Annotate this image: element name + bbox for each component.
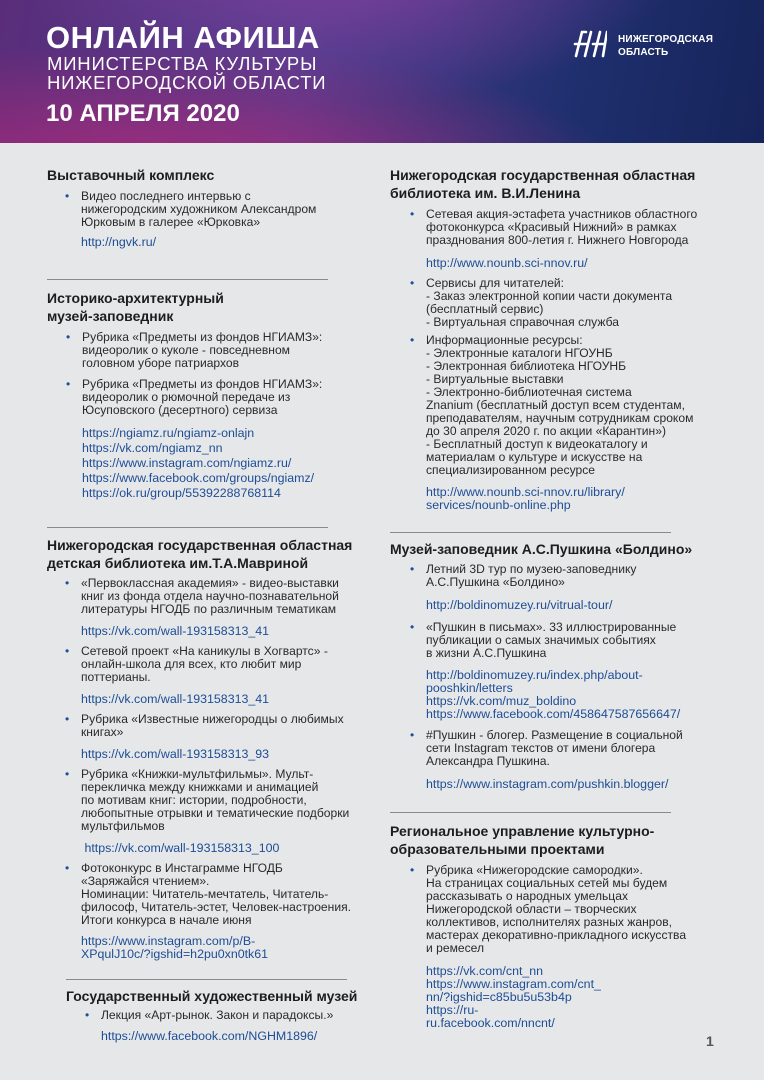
list-item: • Летний 3D тур по музею-заповеднику А.С.Пушкина «Болдино» bbox=[410, 562, 637, 589]
link-group bbox=[409, 669, 740, 721]
page-number: 1 bbox=[706, 1033, 714, 1049]
section-title: Нижегородская государственная областная детская библиотека им.Т.А.Мавриной bbox=[47, 537, 353, 571]
list-item: • Рубрика «Предметы из фондов НГИАМЗ»: видеоролик о куколе - повседневном головном уборе патриархов bbox=[66, 330, 323, 370]
list-item: • Рубрика «Известные нижегородцы о любимых книгах» bbox=[65, 712, 344, 739]
list-item: • Сервисы для читателей: - Заказ электронной копии части документа (бесплатный сервис) - Виртуальная справочная служба bbox=[410, 276, 673, 329]
list-item: • Фотоконкурс в Инстаграмме НГОДБ «Заряжайся чтением». Номинации: Читатель-мечтатель, Читатель- философ, Читатель-эстет, Человек-настроения. Итоги конкурса в начале июня bbox=[65, 861, 352, 927]
list-item: • Видео последнего интервью с нижегородским художником Александром Юрковым в галерее «Юрковка» bbox=[65, 189, 317, 229]
link-boldino-facebook[interactable]: https://www.facebook.com/458647587656647/ bbox=[426, 707, 681, 721]
bullet-icon: • bbox=[410, 728, 415, 742]
bullet-icon: • bbox=[65, 189, 70, 203]
divider bbox=[66, 979, 347, 980]
link-nounb[interactable]: http://www.nounb.sci-nnov.ru/ bbox=[426, 256, 588, 270]
link-vk-wall-100[interactable]: https://vk.com/wall-193158313_100 bbox=[81, 841, 280, 855]
link-boldino-tour[interactable]: http://boldinomuzey.ru/vitrual-tour/ bbox=[426, 598, 613, 612]
link-group bbox=[409, 965, 740, 1030]
section-art-museum bbox=[66, 987, 396, 1043]
link-cnt-facebook[interactable]: https://ru- ru.facebook.com/nncnt/ bbox=[426, 1003, 555, 1030]
section-boldino-museum bbox=[390, 540, 740, 791]
list-item: • «Пушкин в письмах». 33 иллюстрированные публикации о самых значимых событиях в жизни А.С.Пушкина bbox=[410, 620, 677, 660]
link-ngiamz-instagram[interactable]: https://www.instagram.com/ngiamz.ru/ bbox=[82, 456, 292, 470]
bullet-icon: • bbox=[65, 644, 70, 658]
section-title: Историко-архитектурный музей-заповедник bbox=[47, 290, 224, 324]
link-ngvk[interactable]: http://ngvk.ru/ bbox=[81, 235, 157, 249]
bullet-icon: • bbox=[65, 712, 70, 726]
section-title: Государственный художественный музей bbox=[66, 988, 358, 1004]
list-item: • Сетевая акция-эстафета участников областного фотоконкурса «Красивый Нижний» в рамках празднования 800-летия г. Нижнего Новгорода bbox=[410, 207, 698, 247]
divider bbox=[47, 527, 328, 528]
region-logo-text: НИЖЕГОРОДСКАЯ ОБЛАСТЬ bbox=[618, 34, 714, 58]
list-item: • Сетевой проект «На каникулы в Хогвартс» - онлайн-школа для всех, кто любит мир поттерианы. bbox=[65, 644, 328, 684]
link-cnt-instagram[interactable]: https://www.instagram.com/cnt_ nn/?igshid=c85bu5u53b4p bbox=[426, 977, 601, 1004]
bullet-icon: • bbox=[410, 620, 415, 634]
link-group bbox=[65, 426, 367, 501]
section-children-library bbox=[47, 536, 387, 961]
link-ngiamz-vk[interactable]: https://vk.com/ngiamz_nn bbox=[82, 441, 223, 455]
bullet-icon: • bbox=[65, 861, 70, 875]
bullet-icon: • bbox=[410, 863, 415, 877]
list-item: • Рубрика «Нижегородские самородки». На страницах социальных сетей мы будем рассказывать о народных умельцах Нижегородской области – творческих коллективов, исполнителях разных жанров, мастерах декоративно-прикладного искусства и ремесел bbox=[410, 863, 687, 955]
bullet-icon: • bbox=[85, 1008, 90, 1022]
bullet-icon: • bbox=[410, 562, 415, 576]
bullet-icon: • bbox=[65, 576, 70, 590]
list-item: • Информационные ресурсы: - Электронные каталоги НГОУНБ - Электронная библиотека НГОУНБ - Виртуальные выставки - Электронно-библиотечная система Znanium (бесплатный доступ всем студентам, преподавателям, научным сотрудникам сроком до 30 апреля 2020 г. по акции «Карантин») - Бесплатный доступ к видеокаталогу и материалам о культуре и искусстве на специализированном ресурсе bbox=[410, 333, 694, 477]
list-item: • Рубрика «Книжки-мультфильмы». Мульт- перекличка между книжками и анимацией по мотивам книг: истории, подробности, любопытные отрывки и тематические подборки мультфильмов bbox=[65, 767, 350, 833]
section-history-museum bbox=[47, 289, 367, 501]
link-pushkin-instagram[interactable]: https://www.instagram.com/pushkin.blogger/ bbox=[426, 777, 669, 791]
divider bbox=[390, 532, 671, 533]
link-vk-wall-41[interactable]: https://vk.com/wall-193158313_41 bbox=[81, 624, 270, 638]
list-item: • «Первоклассная академия» - видео-выставки книг из фонда отдела научно-познавательной литературы НГОДБ по различным тематикам bbox=[65, 576, 339, 616]
divider bbox=[390, 812, 671, 813]
bullet-icon: • bbox=[66, 377, 71, 391]
bullet-icon: • bbox=[410, 207, 415, 221]
list-item: • Лекция «Арт-рынок. Закон и парадоксы.» bbox=[85, 1008, 334, 1022]
section-regional-culture-dept bbox=[390, 822, 740, 1030]
list-item: • #Пушкин - блогер. Размещение в социальной сети Instagram текстов от имени блогера Александра Пушкина. bbox=[410, 728, 683, 768]
list-item: • Рубрика «Предметы из фондов НГИАМЗ»: видеоролик о рюмочной передаче из Юсуповского (десертного) сервиза bbox=[66, 377, 323, 417]
link-ngiamz-ok[interactable]: https://ok.ru/group/55392288768114 bbox=[82, 486, 281, 500]
link-instagram-post[interactable]: https://www.instagram.com/p/B- XPqulJ10c/?igshid=h2pu0xn0tk61 bbox=[81, 934, 269, 961]
link-ngiamz-facebook[interactable]: https://www.facebook.com/groups/ngiamz/ bbox=[82, 471, 315, 485]
divider bbox=[47, 279, 328, 280]
header-subtitle-region: НИЖЕГОРОДСКОЙ ОБЛАСТИ bbox=[47, 72, 327, 93]
link-vk-wall-41[interactable]: https://vk.com/wall-193158313_41 bbox=[81, 692, 270, 706]
header-date: 10 АПРЕЛЯ 2020 bbox=[46, 100, 240, 127]
section-title: Нижегородская государственная областная библиотека им. В.И.Ленина bbox=[390, 167, 696, 201]
link-nghm-facebook[interactable]: https://www.facebook.com/NGHM1896/ bbox=[101, 1029, 318, 1043]
header-subtitle-ministry: МИНИСТЕРСТВА КУЛЬТУРЫ bbox=[47, 53, 318, 74]
link-boldino-letters[interactable]: http://boldinomuzey.ru/index.php/about- pooshkin/letters bbox=[426, 668, 643, 695]
section-lenin-library bbox=[390, 166, 730, 512]
bullet-icon: • bbox=[410, 276, 415, 290]
link-cnt-vk[interactable]: https://vk.com/cnt_nn bbox=[426, 964, 544, 978]
link-ngiamz-site[interactable]: https://ngiamz.ru/ngiamz-onlajn bbox=[82, 426, 255, 440]
bullet-icon: • bbox=[66, 330, 71, 344]
section-title: Региональное управление культурно- образовательными проектами bbox=[390, 823, 655, 857]
section-title: Выставочный комплекс bbox=[47, 167, 215, 183]
bullet-icon: • bbox=[410, 333, 415, 347]
section-title: Музей-заповедник А.С.Пушкина «Болдино» bbox=[390, 541, 693, 557]
page-title: ОНЛАЙН АФИША bbox=[46, 20, 320, 55]
section-exhibition-complex bbox=[47, 166, 347, 249]
bullet-icon: • bbox=[65, 767, 70, 781]
link-vk-wall-93[interactable]: https://vk.com/wall-193158313_93 bbox=[81, 747, 270, 761]
link-nounb-online[interactable]: http://www.nounb.sci-nnov.ru/library/ services/nounb-online.php bbox=[426, 485, 625, 512]
header-banner bbox=[0, 0, 764, 143]
region-logo-icon bbox=[573, 29, 607, 59]
link-boldino-vk[interactable]: https://vk.com/muz_boldino bbox=[426, 694, 577, 708]
